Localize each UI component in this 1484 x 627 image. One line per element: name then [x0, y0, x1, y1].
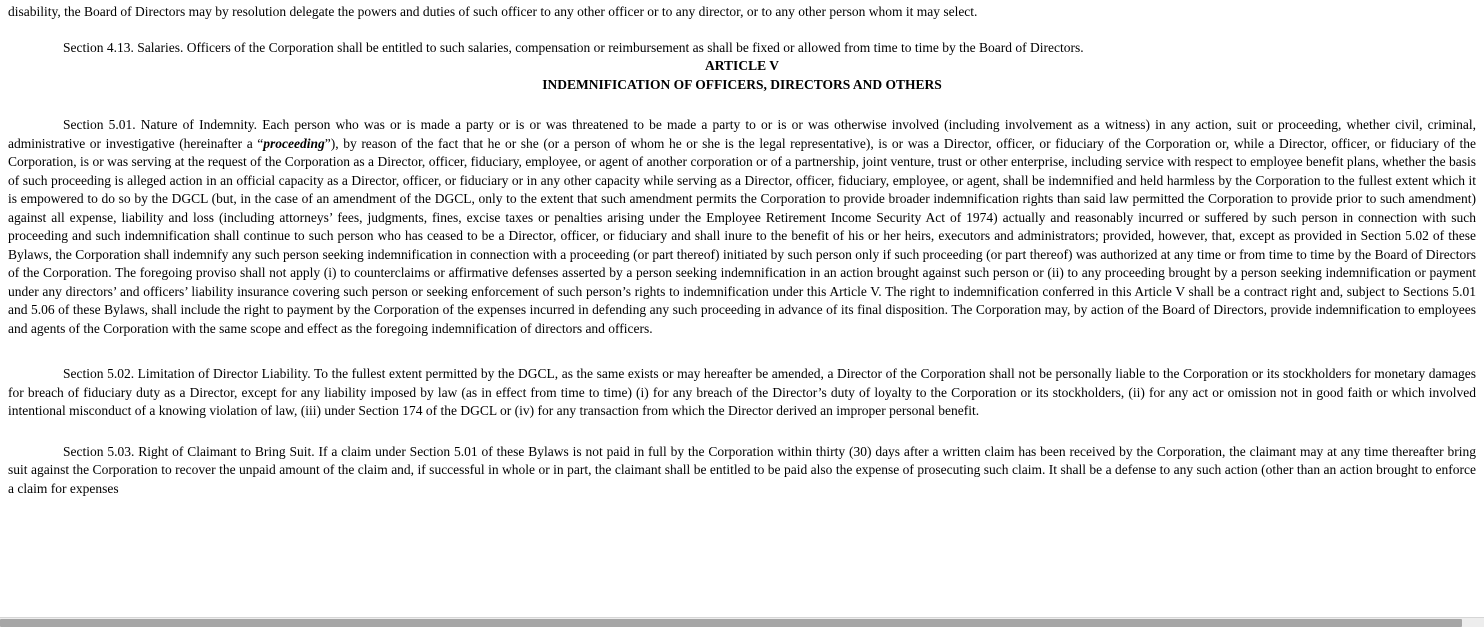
horizontal-scrollbar-thumb[interactable] [0, 619, 1462, 627]
continuation-paragraph: disability, the Board of Directors may by resolution delegate the powers and duties of such officer to any other officer or to any director, or to any other person whom it may select. [8, 4, 978, 19]
article-v-subheading: INDEMNIFICATION OF OFFICERS, DIRECTORS AND OTHERS [542, 76, 942, 92]
section-4-13-paragraph: Section 4.13. Salaries. Officers of the Corporation shall be entitled to such salaries, compensation or reimbursement as shall be fixed or allowed from time to time by the Board of Directors. [63, 39, 1084, 55]
article-v-heading: ARTICLE V [705, 58, 779, 73]
horizontal-scrollbar[interactable] [0, 617, 1484, 627]
section-5-01-paragraph [8, 116, 1476, 338]
section-5-01-text-after-term: ”), by reason of the fact that he or she (or a person of whom he or she is the legal representative), is or was a Director, officer, or fiduciary of the Corporation or, while a Director, officer, or fiduciary of the Corporation, is or was serving at the request of the Corporation as a Director, officer, fiduciary, employee, or agent of another corporation or of a partnership, joint venture, trust or other enterprise, including service with respect to employee benefit plans, whether the basis of such proceeding is alleged action in an official capacity as a Director, officer, or fiduciary or in any other capacity while serving as a Director, officer, fiduciary, employee, or agent, shall be indemnified and held harmless by the Corporation to the fullest extent which it is empowered to do so by the DGCL (but, in the case of an amendment of the DGCL, only to the extent that such amendment permits the Corporation to provide broader indemnification rights than said law permitted the Corporation to provide prior to such amendment) against all expense, liability and loss (including attorneys’ fees, judgments, fines, excise taxes or penalties arising under the Employee Retirement Income Security Act of 1974) actually and reasonably incurred or suffered by such person in connection with such proceeding and such indemnification shall continue to such person who has ceased to be a Director, officer, or fiduciary and shall inure to the benefit of his or her heirs, executors and administrators; provided, however, that, except as provided in Section 5.02 of these Bylaws, the Corporation shall indemnify any such person seeking indemnification in connection with a proceeding (or part thereof) initiated by such person only if such proceeding (or part thereof) was authorized at any time or from time to time by the Board of Directors of the Corporation. The foregoing proviso shall not apply (i) to counterclaims or affirmative defenses asserted by a person seeking indemnification in an action brought against such person or (ii) to any proceeding brought by a person seeking indemnification or payment under any directors’ and officers’ liability insurance covering such person or seeking enforcement of such person’s rights to indemnification under this Article V. The right to indemnification conferred in this Article V shall be a contract right and, subject to Sections 5.01 and 5.06 of these Bylaws, shall include the right to payment by the Corporation of the expenses incurred in defending any such proceeding in advance of its final disposition. The Corporation may, by action of the Board of Directors, provide indemnification to employees and agents of the Corporation with the same scope and effect as the foregoing indemnification of directors and officers. [8, 135, 1476, 336]
section-5-03-paragraph: Section 5.03. Right of Claimant to Bring Suit. If a claim under Section 5.01 of these Bylaws is not paid in full by the Corporation within thirty (30) days after a written claim has been received by the Corporation, the claimant may at any time thereafter bring suit against the Corporation to recover the unpaid amount of the claim and, if successful in whole or in part, the claimant shall be entitled to be paid also the expense of prosecuting such claim. It shall be a defense to any such action (other than an action brought to enforce a claim for expenses [8, 443, 1476, 496]
defined-term-proceeding: proceeding [263, 135, 325, 151]
section-5-01-text-before-term: Section 5.01. Nature of Indemnity. Each person who was or is made a party or is or was threatened to be made a party to or is or was otherwise involved (including involvement as a witness) in any action, suit or proceeding, whether civil, criminal, administrative or investigative (hereinafter a “ [8, 117, 1476, 151]
section-5-02-paragraph: Section 5.02. Limitation of Director Liability. To the fullest extent permitted by the DGCL, as the same exists or may hereafter be amended, a Director of the Corporation shall not be personally liable to the Corporation or its stockholders for monetary damages for breach of fiduciary duty as a Director, except for any liability imposed by law (as in effect from time to time) (i) for any breach of the Director’s duty of loyalty to the Corporation or its stockholders, (ii) for any act or omission not in good faith or which involved intentional misconduct of a knowing violation of law, (iii) under Section 174 of the DGCL or (iv) for any transaction from which the Director derived an improper personal benefit. [8, 366, 1476, 418]
